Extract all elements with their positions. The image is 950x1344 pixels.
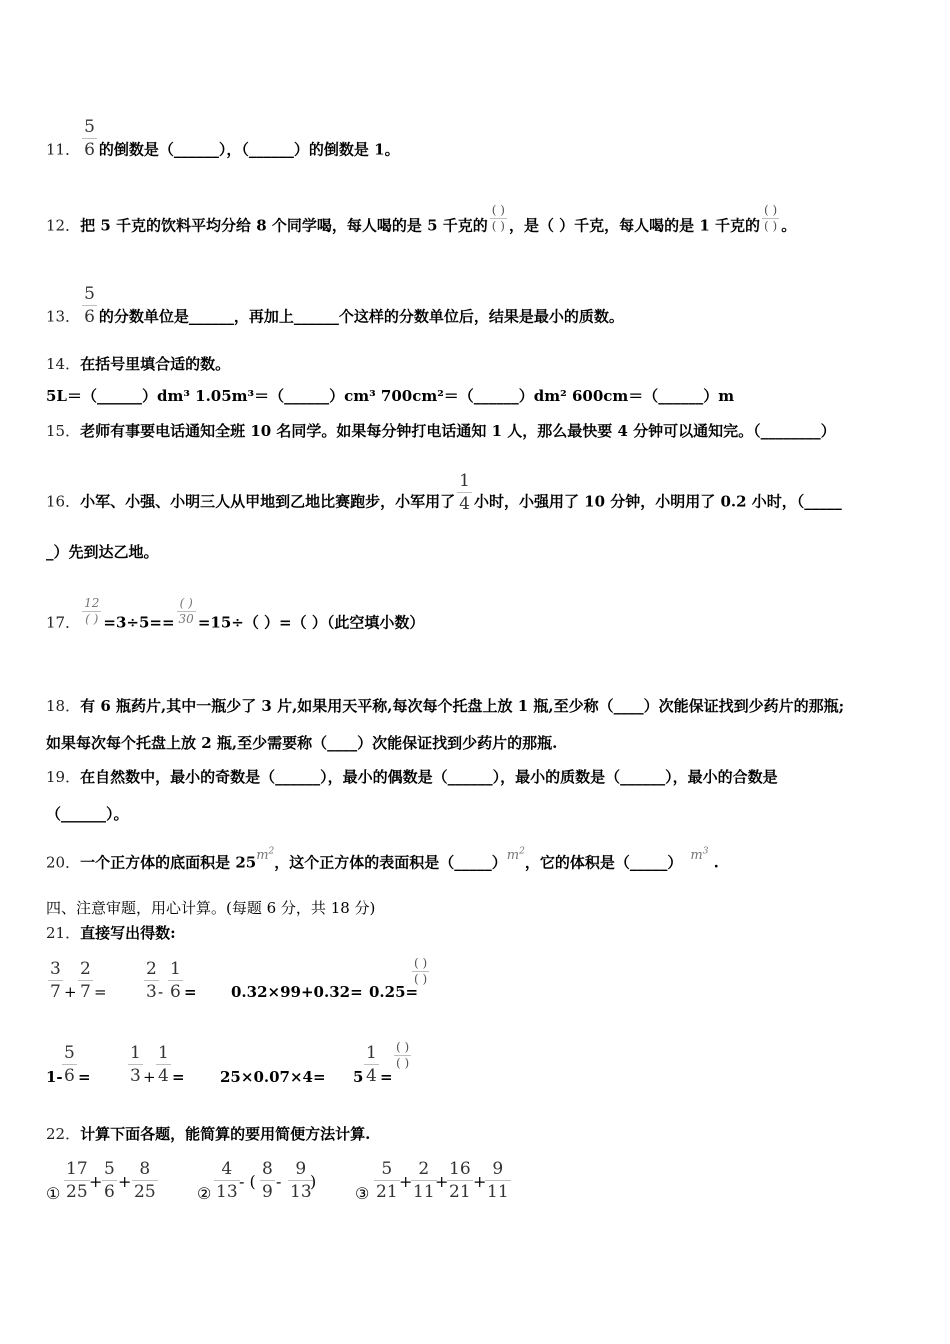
blank-fraction: $\frac{( )}{( )}$ [491, 203, 505, 233]
question-14: 14．在括号里填合适的数。 [46, 355, 231, 373]
question-16: 16．小军、小强、小明三人从甲地到乙地比赛跑步，小军用了 $\frac{1}{4}$ 小时，小强用了 10 分钟，小明用了 0.2 小时，（_____ [46, 471, 842, 514]
blank-fraction: $\frac{( )}{30}$ [178, 596, 194, 626]
question-11: 11． $\frac{5}{6}$ 的倒数是（______），（______）的倒数是 1。 [46, 117, 400, 160]
q21-expr-1: $\frac{3}{7}$ [50, 959, 61, 1002]
q21-expr-5: 1- [46, 1068, 63, 1086]
question-18-line2: 如果每次每个托盘上放 2 瓶,至少需要称（____）次能保证找到少药片的那瓶. [46, 734, 558, 752]
q21-expr-8: 5 [353, 1068, 364, 1086]
q21-expr-2: $\frac{2}{3}$ [146, 959, 157, 1002]
question-14-line2: 5L＝（______）dm³ 1.05m³＝（______）cm³ 700cm²＝（______）dm² 600cm＝（______）m [46, 387, 735, 405]
q22-calc-3: ③ [355, 1184, 370, 1203]
question-13: 13． $\frac{5}{6}$ 的分数单位是______，再加上______个这样的分数单位后，结果是最小的质数。 [46, 284, 624, 327]
q22-calc-1: ① [46, 1184, 61, 1203]
question-19-line2: （______）。 [46, 805, 129, 823]
q22-calc-2: ② [197, 1184, 212, 1203]
question-17: 17． $\frac{12}{( )}$ =3÷5== $\frac{( )}{30}$ =15÷（ ）=（ ）（此空填小数） [46, 596, 425, 632]
fraction: $\frac{1}{4}$ [459, 471, 470, 514]
question-19: 19．在自然数中，最小的奇数是（______），最小的偶数是（______），最小的质数是（______），最小的合数是 [46, 768, 778, 786]
question-12: 12．把 5 千克的饮料平均分给 8 个同学喝，每人喝的是 5 千克的 $\frac{( )}{( )}$ ，是（ ）千克，每人喝的是 1 千克的 $\frac{( )}{( )}$ 。 [46, 203, 797, 235]
question-15: 15．老师有事要电话通知全班 10 名同学。如果每分钟打电话通知 1 人，那么最快要 4 分钟可以通知完。（________） [46, 422, 836, 440]
q21-expr-6: $\frac{1}{3}$ [130, 1043, 141, 1086]
unit-square-meter: $m^2$ [506, 847, 525, 864]
question-20: 20．一个正方体的底面积是 $25m^2$，这个正方体的表面积是$(\_\_\_\_\_)m^2$，它的体积是（_____） $m^3$ . [46, 847, 719, 872]
unit-square-meter: $m^2$ [256, 847, 275, 864]
question-18: 18．有 6 瓶药片,其中一瓶少了 3 片,如果用天平称,每次每个托盘上放 1 瓶,至少称（____）次能保证找到少药片的那瓶; [46, 697, 845, 715]
blank-fraction: $\frac{12}{( )}$ [84, 596, 100, 626]
question-22: 22．计算下面各题，能简算的要用简便方法计算. [46, 1125, 371, 1143]
fraction: $\frac{5}{6}$ [84, 117, 95, 160]
q21-expr-3: 0.32×99+0.32= [231, 983, 363, 1001]
q21-expr-7: 25×0.07×4= [220, 1068, 326, 1086]
q21-expr-4: 0.25= [369, 983, 419, 1001]
fraction: $\frac{5}{6}$ [84, 284, 95, 327]
unit-cubic-meter: $m^3$ [690, 847, 709, 864]
question-16-line2: _）先到达乙地。 [46, 543, 159, 561]
section-4-title: 四、注意审题，用心计算。(每题 6 分，共 18 分) [46, 899, 376, 917]
blank-fraction: $\frac{( )}{( )}$ [764, 203, 778, 233]
question-21: 21．直接写出得数: [46, 924, 176, 942]
